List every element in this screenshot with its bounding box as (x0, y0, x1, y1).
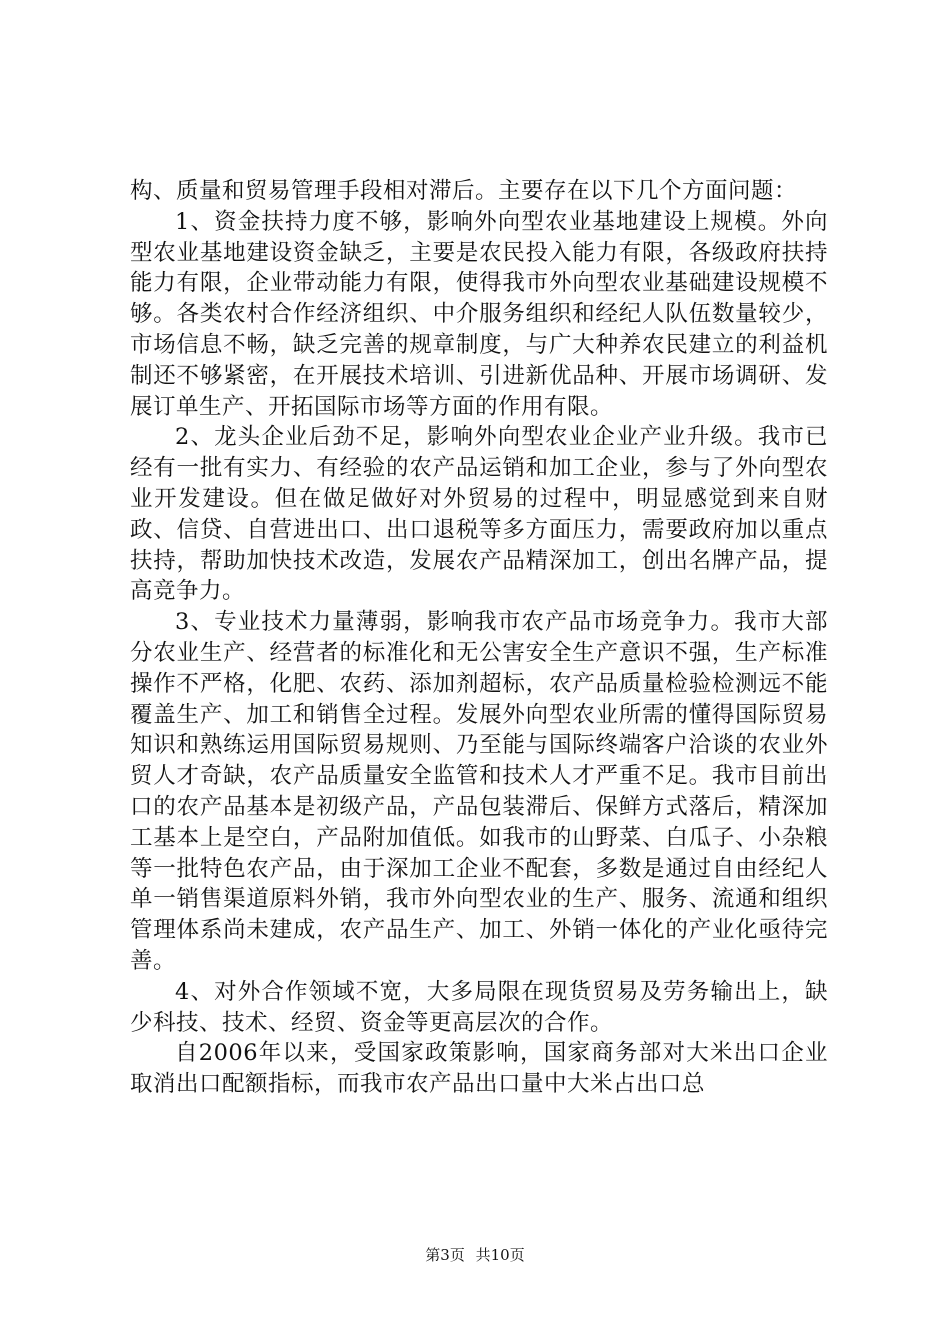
paragraph-since-2006: 自2006年以来，受国家政策影响，国家商务部对大米出口企业取消出口配额指标，而我市农产品出口量中大米占出口总 (130, 1040, 828, 1098)
paragraph-intro: 构、质量和贸易管理手段相对滞后。主要存在以下几个方面问题： (130, 178, 798, 204)
paragraph-item-3: 3、专业技术力量薄弱，影响我市农产品市场竞争力。我市大部分农业生产、经营者的标准化和无公害安全生产意识不强，生产标准操作不严格，化肥、农药、添加剂超标，农产品质量检验检测远不能覆盖生产、加工和销售全过程。发展外向型农业所需的懂得国际贸易知识和熟练运用国际贸易规则、乃至能与国际终端客户洽谈的农业外贸人才奇缺，农产品质量安全监管和技术人才严重不足。我市目前出口的农产品基本是初级产品，产品包装滞后、保鲜方式落后，精深加工基本上是空白，产品附加值低。如我市的山野菜、白瓜子、小杂粮等一批特色农产品，由于深加工企业不配套，多数是通过自由经纪人单一销售渠道原料外销，我市外向型农业的生产、服务、流通和组织管理体系尚未建成，农产品生产、加工、外销一体化的产业化亟待完善。 (130, 609, 828, 974)
page-total: 共10页 (475, 1246, 525, 1264)
page-footer (0, 1244, 950, 1265)
paragraph-item-2: 2、龙头企业后劲不足，影响外向型农业企业产业升级。我市已经有一批有实力、有经验的农产品运销和加工企业，参与了外向型农业开发建设。但在做足做好对外贸易的过程中，明显感觉到来自财政、信贷、自营进出口、出口退税等多方面压力，需要政府加以重点扶持，帮助加快技术改造，发展农产品精深加工，创出名牌产品，提高竞争力。 (130, 424, 828, 605)
page-number: 第3页 (425, 1246, 465, 1264)
body-text (130, 176, 828, 1100)
paragraph-item-1: 1、资金扶持力度不够，影响外向型农业基地建设上规模。外向型农业基地建设资金缺乏，主要是农民投入能力有限，各级政府扶持能力有限，企业带动能力有限，使得我市外向型农业基础建设规模不够。各类农村合作经济组织、中介服务组织和经纪人队伍数量较少，市场信息不畅，缺乏完善的规章制度，与广大种养农民建立的利益机制还不够紧密，在开展技术培训、引进新优品种、开展市场调研、发展订单生产、开拓国际市场等方面的作用有限。 (130, 208, 828, 420)
paragraph-item-4: 4、对外合作领域不宽，大多局限在现货贸易及劳务输出上，缺少科技、技术、经贸、资金等更高层次的合作。 (130, 978, 828, 1036)
